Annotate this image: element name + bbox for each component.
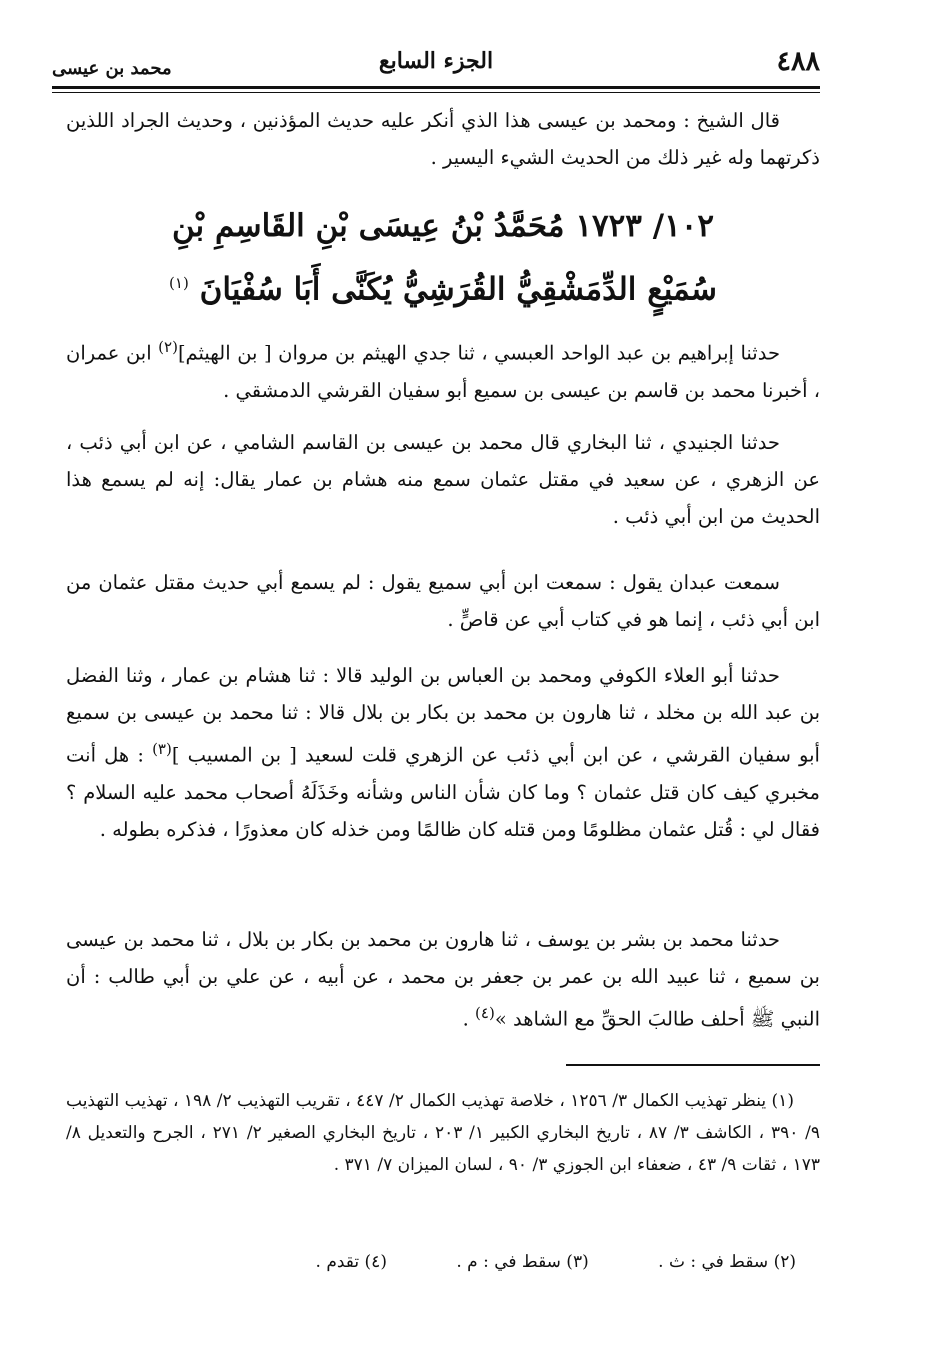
entry-heading-line2 xyxy=(66,255,820,318)
paragraph-1-part1: حدثنا إبراهيم بن عبد الواحد العبسي ، ثنا جدي الهيثم بن مروان [ بن الهيثم] xyxy=(177,341,781,365)
footnote-2: (٢) سقط في : ث . xyxy=(658,1252,796,1272)
paragraph-4 xyxy=(66,657,820,848)
header-rule xyxy=(52,86,820,93)
footnote-ref: (٢) xyxy=(158,338,178,356)
paragraph-1-part2: ابن عمران ، أخبرنا محمد بن قاسم بن عيسى بن سميع أبو سفيان القرشي الدمشقي . xyxy=(66,341,820,402)
footnote-3: (٣) سقط في : م . xyxy=(456,1252,589,1272)
paragraph-1 xyxy=(66,329,820,409)
entry-heading-line1: ١٠٢/ ١٧٢٣ مُحَمَّدُ بْنُ عِيسَى بْنِ القَاسِمِ بْنِ xyxy=(171,208,715,244)
paragraph-3-text: سمعت عبدان يقول : سمعت ابن أبي سميع يقول : لم يسمع أبي حديث مقتل عثمان من ابن أبي ذئب ، إنما هو في كتاب أبي عن قاصٍّ . xyxy=(66,571,820,631)
page-number: ٤٨٨ xyxy=(776,46,820,77)
entry-heading-line2-text: سُمَيْعٍ الدِّمَشْقِيُّ القُرَشِيُّ يُكَنَّى أَبَا سُفْيَانَ xyxy=(199,271,717,308)
footnote-rule xyxy=(566,1064,820,1066)
footnote-4: (٤) تقدم . xyxy=(315,1252,387,1272)
paragraph-2 xyxy=(66,424,820,535)
paragraph-3 xyxy=(66,564,820,638)
paragraph-4-part1: حدثنا أبو العلاء الكوفي ومحمد بن العباس بن الوليد قالا : ثنا هشام بن عمار ، وثنا الفضل بن عبد الله بن مخلد ، ثنا هارون بن محمد بن بكار بن بلال قالا : ثنا محمد بن عيسى بن سميع أبو سفيان القرشي ، عن ابن أبي ذئب عن الزهري قلت لسعيد [ بن المسيب ] xyxy=(66,664,820,767)
paragraph-5-part2: . xyxy=(462,1007,476,1031)
intro-text: قال الشيخ : ومحمد بن عيسى هذا الذي أنكر عليه حديث المؤذنين ، وحديث الجراد اللذين ذكرتهما وله غير ذلك من الحديث الشيء اليسير . xyxy=(66,109,820,169)
footnotes-row xyxy=(66,1246,796,1278)
paragraph-2-text: حدثنا الجنيدي ، ثنا البخاري قال محمد بن عيسى بن القاسم الشامي ، عن ابن أبي ذئب ، عن الزهري ، عن سعيد في مقتل عثمان سمع منه هشام بن عمار يقال: إنه لم يسمع هذا الحديث من ابن أبي ذئب . xyxy=(66,431,820,528)
intro-paragraph xyxy=(66,102,820,176)
paragraph-5 xyxy=(66,921,820,1038)
footnote-1: (١) ينظر تهذيب الكمال ٣/ ١٢٥٦ ، خلاصة تهذيب الكمال ٢/ ٤٤٧ ، تقريب التهذيب ٢/ ١٩٨ ، تهذيب التهذيب ٩/ ٣٩٠ ، الكاشف ٣/ ٨٧ ، تاريخ البخاري الكبير ١/ ٢٠٣ ، تاريخ البخاري الصغير ٢/ ٢٧١ ، الجرح والتعديل ٨/ ١٧٣ ، ثقات ٩/ ٤٣ ، ضعفاء ابن الجوزي ٣/ ٩٠ ، لسان الميزان ٧/ ٣٧١ . xyxy=(66,1091,821,1175)
paragraph-4-text xyxy=(66,657,820,848)
paragraph-1-text xyxy=(66,329,820,409)
paragraph-5-text xyxy=(66,921,820,1038)
footnote-ref: (١) xyxy=(169,274,189,292)
footnotes xyxy=(66,1085,820,1181)
running-header xyxy=(52,38,820,88)
running-title: محمد بن عيسى xyxy=(52,58,172,79)
paragraph-5-part1: حدثنا محمد بن بشر بن يوسف ، ثنا هارون بن محمد بن بكار بن بلال ، ثنا محمد بن عيسى بن سميع ، ثنا عبيد الله بن عمر بن جعفر بن محمد ، عن أبيه ، عن علي بن أبي طالب : أن النبي ﷺ أحلف طالبَ الحقِّ مع الشاهد » xyxy=(66,928,820,1031)
paragraph-4-part2: : هل أنت مخبري كيف كان قتل عثمان ؟ وما كان شأن الناس وشأنه وخَذَلَهُ أصحاب محمد عليه السلام ؟ فقال لي : قُتل عثمان مظلومًا ومن قتله كان ظالمًا ومن خذله كان معذورًا ، فذكره بطوله . xyxy=(66,743,820,841)
footnote-ref: (٤) xyxy=(475,1004,495,1022)
part-title: الجزء السابع xyxy=(378,48,494,74)
entry-heading xyxy=(66,198,820,318)
footnote-ref: (٣) xyxy=(152,740,172,758)
